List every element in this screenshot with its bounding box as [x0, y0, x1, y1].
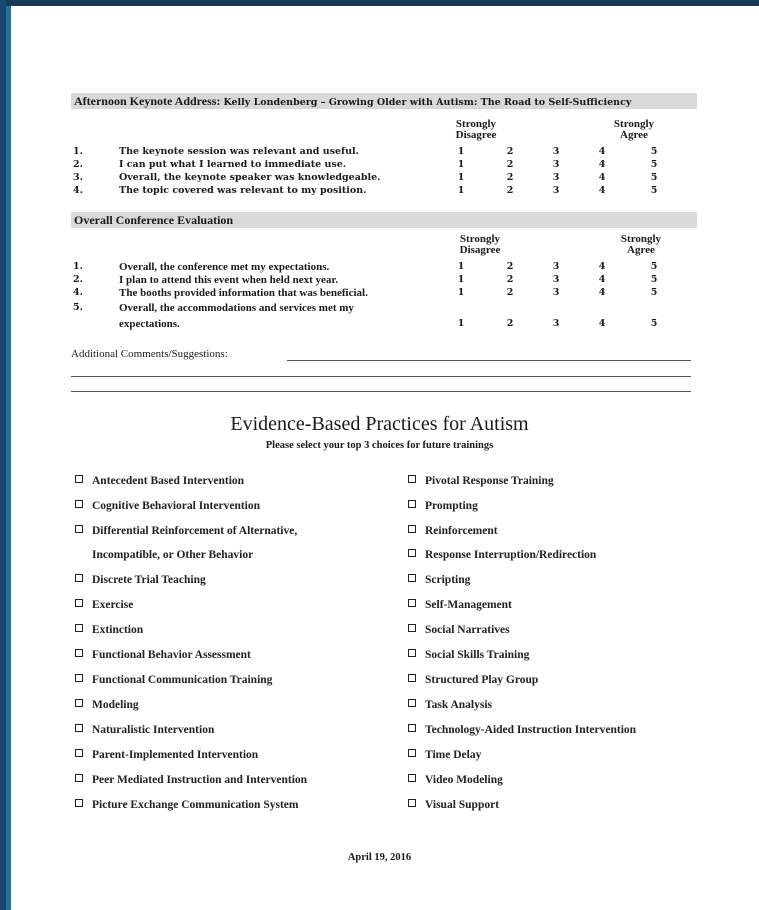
comments-line-3[interactable]	[71, 391, 691, 392]
practice-label: Structured Play Group	[425, 674, 539, 686]
rating-option-4[interactable]: 4	[598, 318, 606, 329]
keynote-scale-high: Strongly Agree	[613, 118, 655, 141]
rating-option-5[interactable]: 5	[650, 146, 658, 157]
question-number: 1.	[73, 146, 83, 157]
practice-label: Scripting	[425, 574, 471, 586]
checkbox-icon[interactable]	[75, 525, 83, 533]
practice-option[interactable]	[75, 648, 251, 662]
practice-label: Naturalistic Intervention	[92, 724, 215, 736]
overall-scale-high: Strongly Agree	[620, 233, 662, 256]
checkbox-icon[interactable]	[408, 749, 416, 757]
practice-label: Extinction	[92, 624, 144, 636]
form-date: April 19, 2016	[347, 852, 412, 863]
rating-option-5[interactable]: 5	[650, 185, 658, 196]
rating-option-3[interactable]: 3	[552, 274, 560, 285]
question-number: 2.	[73, 274, 83, 285]
practice-label: Social Skills Training	[425, 649, 530, 661]
practice-label: Cognitive Behavioral Intervention	[92, 500, 261, 512]
left-border-accent	[6, 6, 11, 910]
question-number: 2.	[73, 159, 83, 170]
practice-label: Discrete Trial Teaching	[92, 574, 206, 586]
checkbox-icon[interactable]	[75, 699, 83, 707]
practice-option[interactable]	[408, 598, 512, 612]
checkbox-icon[interactable]	[408, 699, 416, 707]
checkbox-icon[interactable]	[408, 799, 416, 807]
checkbox-icon[interactable]	[408, 774, 416, 782]
question-text: I plan to attend this event when held next year.	[119, 274, 338, 286]
rating-option-2[interactable]: 2	[506, 287, 514, 298]
practice-option[interactable]	[408, 748, 481, 762]
keynote-heading: Afternoon Keynote Address:	[74, 94, 221, 108]
practice-label: Differential Reinforcement of Alternative,	[92, 525, 298, 537]
rating-option-3[interactable]: 3	[552, 159, 560, 170]
practice-label: Reinforcement	[425, 525, 498, 537]
rating-option-4[interactable]: 4	[598, 274, 606, 285]
rating-option-5[interactable]: 5	[650, 274, 658, 285]
checkbox-icon[interactable]	[408, 475, 416, 483]
comments-line-2[interactable]	[71, 376, 691, 377]
question-number: 1.	[73, 261, 83, 272]
ebp-title: Evidence-Based Practices for Autism	[230, 413, 529, 435]
practice-label: Peer Mediated Instruction and Intervention	[92, 774, 308, 786]
rating-option-3[interactable]: 3	[552, 185, 560, 196]
practice-label: Incompatible, or Other Behavior	[92, 549, 254, 561]
top-border	[0, 0, 759, 6]
rating-option-5[interactable]: 5	[650, 318, 658, 329]
practice-label: Response Interruption/Redirection	[425, 549, 597, 561]
practice-option[interactable]	[75, 723, 214, 737]
question-row	[71, 302, 691, 314]
rating-option-5[interactable]: 5	[650, 287, 658, 298]
rating-option-1[interactable]: 1	[457, 159, 465, 170]
rating-option-2[interactable]: 2	[506, 185, 514, 196]
checkbox-icon[interactable]	[408, 649, 416, 657]
checkbox-icon[interactable]	[408, 624, 416, 632]
checkbox-icon[interactable]	[75, 574, 83, 582]
checkbox-icon[interactable]	[408, 724, 416, 732]
practice-option[interactable]	[408, 623, 510, 637]
question-row	[71, 287, 691, 299]
practice-label: Functional Communication Training	[92, 674, 273, 686]
practice-option[interactable]	[408, 698, 492, 712]
rating-option-2[interactable]: 2	[506, 172, 514, 183]
rating-option-4[interactable]: 4	[598, 185, 606, 196]
question-text: Overall, the conference met my expectations.	[119, 261, 330, 273]
rating-option-3[interactable]: 3	[552, 287, 560, 298]
rating-option-3[interactable]: 3	[552, 146, 560, 157]
practice-option[interactable]	[408, 798, 499, 812]
practice-label: Prompting	[425, 500, 478, 512]
question-row	[71, 185, 691, 197]
practice-label: Functional Behavior Assessment	[92, 649, 251, 661]
question-number: 4.	[73, 287, 83, 298]
checkbox-icon[interactable]	[75, 749, 83, 757]
practice-option[interactable]	[75, 524, 297, 538]
overall-heading: Overall Conference Evaluation	[74, 213, 234, 227]
rating-option-1[interactable]: 1	[457, 185, 465, 196]
checkbox-icon[interactable]	[75, 599, 83, 607]
practice-option[interactable]	[75, 673, 272, 687]
practice-option[interactable]	[408, 673, 538, 687]
practice-option[interactable]	[75, 623, 143, 637]
practice-option[interactable]	[408, 573, 470, 587]
practice-option[interactable]	[75, 573, 206, 587]
practice-option[interactable]	[75, 798, 298, 812]
practice-label: Time Delay	[425, 749, 482, 761]
question-text: The booths provided information that was beneficial.	[119, 287, 368, 299]
practice-option[interactable]	[75, 748, 258, 762]
checkbox-icon[interactable]	[75, 724, 83, 732]
question-text: I can put what I learned to immediate use.	[119, 159, 347, 170]
checkbox-icon[interactable]	[408, 674, 416, 682]
practice-label: Video Modeling	[425, 774, 503, 786]
practice-label: Antecedent Based Intervention	[92, 475, 245, 487]
checkbox-icon[interactable]	[408, 500, 416, 508]
rating-option-4[interactable]: 4	[598, 159, 606, 170]
rating-option-2[interactable]: 2	[506, 261, 514, 272]
checkbox-icon[interactable]	[75, 475, 83, 483]
question-row	[71, 159, 691, 171]
rating-option-4[interactable]: 4	[598, 146, 606, 157]
checkbox-icon[interactable]	[75, 649, 83, 657]
comments-line-1[interactable]	[287, 360, 691, 361]
checkbox-icon[interactable]	[75, 500, 83, 508]
checkbox-icon[interactable]	[75, 774, 83, 782]
rating-option-4[interactable]: 4	[598, 261, 606, 272]
rating-option-1[interactable]: 1	[457, 318, 465, 329]
checkbox-icon[interactable]	[75, 674, 83, 682]
practice-option[interactable]	[75, 499, 260, 513]
rating-option-2[interactable]: 2	[506, 318, 514, 329]
practice-label: Social Narratives	[425, 624, 510, 636]
question-row	[71, 172, 691, 184]
practice-label: Parent-Implemented Intervention	[92, 749, 259, 761]
question-row	[71, 318, 691, 330]
practice-option[interactable]	[408, 648, 529, 662]
practice-option[interactable]	[75, 698, 139, 712]
overall-header	[71, 212, 697, 228]
rating-option-3[interactable]: 3	[552, 172, 560, 183]
keynote-header	[71, 93, 697, 109]
practice-option[interactable]	[408, 524, 498, 538]
question-row	[71, 146, 691, 158]
question-row	[71, 261, 691, 273]
rating-option-5[interactable]: 5	[650, 159, 658, 170]
checkbox-icon[interactable]	[75, 624, 83, 632]
practice-label: Technology-Aided Instruction Intervention	[425, 724, 637, 736]
practice-option[interactable]	[408, 548, 596, 562]
question-row	[71, 274, 691, 286]
rating-option-5[interactable]: 5	[650, 261, 658, 272]
ebp-subtitle: Please select your top 3 choices for future trainings	[265, 440, 494, 451]
checkbox-icon[interactable]	[408, 549, 416, 557]
rating-option-1[interactable]: 1	[457, 261, 465, 272]
practice-label: Exercise	[92, 599, 134, 611]
question-number: 5.	[73, 302, 83, 313]
question-text: Overall, the accommodations and services met my	[119, 302, 354, 314]
rating-option-2[interactable]: 2	[506, 146, 514, 157]
question-text: Overall, the keynote speaker was knowledgeable.	[119, 172, 381, 183]
rating-option-1[interactable]: 1	[457, 287, 465, 298]
question-number: 3.	[73, 172, 83, 183]
rating-option-2[interactable]: 2	[506, 159, 514, 170]
practice-option[interactable]	[408, 723, 636, 737]
rating-option-2[interactable]: 2	[506, 274, 514, 285]
rating-option-1[interactable]: 1	[457, 172, 465, 183]
overall-scale-low: Strongly Disagree	[459, 233, 501, 256]
keynote-subtitle: Kelly Londenberg – Growing Older with Autism: The Road to Self-Sufficiency	[223, 97, 632, 108]
checkbox-icon[interactable]	[408, 599, 416, 607]
practice-option[interactable]	[408, 499, 478, 513]
practice-option	[75, 548, 253, 562]
rating-option-1[interactable]: 1	[457, 146, 465, 157]
question-number: 4.	[73, 185, 83, 196]
practice-label: Visual Support	[425, 799, 500, 811]
question-text: The topic covered was relevant to my position.	[119, 185, 367, 196]
practice-option[interactable]	[408, 773, 503, 787]
practice-label: Modeling	[92, 699, 139, 711]
comments-label: Additional Comments/Suggestions:	[71, 348, 228, 360]
rating-option-5[interactable]: 5	[650, 172, 658, 183]
practice-option[interactable]	[408, 474, 554, 488]
practice-label: Self-Management	[425, 599, 512, 611]
rating-option-3[interactable]: 3	[552, 261, 560, 272]
practice-option[interactable]	[75, 474, 244, 488]
practice-label: Task Analysis	[425, 699, 493, 711]
rating-option-4[interactable]: 4	[598, 287, 606, 298]
practice-label: Pivotal Response Training	[425, 475, 554, 487]
rating-option-4[interactable]: 4	[598, 172, 606, 183]
keynote-scale-low: Strongly Disagree	[455, 118, 497, 141]
rating-option-1[interactable]: 1	[457, 274, 465, 285]
practice-option[interactable]	[75, 773, 307, 787]
checkbox-icon[interactable]	[75, 799, 83, 807]
checkbox-icon[interactable]	[408, 525, 416, 533]
checkbox-icon[interactable]	[408, 574, 416, 582]
practice-option[interactable]	[75, 598, 133, 612]
practice-label: Picture Exchange Communication System	[92, 799, 299, 811]
question-text: expectations.	[119, 318, 180, 330]
rating-option-3[interactable]: 3	[552, 318, 560, 329]
question-text: The keynote session was relevant and useful.	[119, 146, 359, 157]
